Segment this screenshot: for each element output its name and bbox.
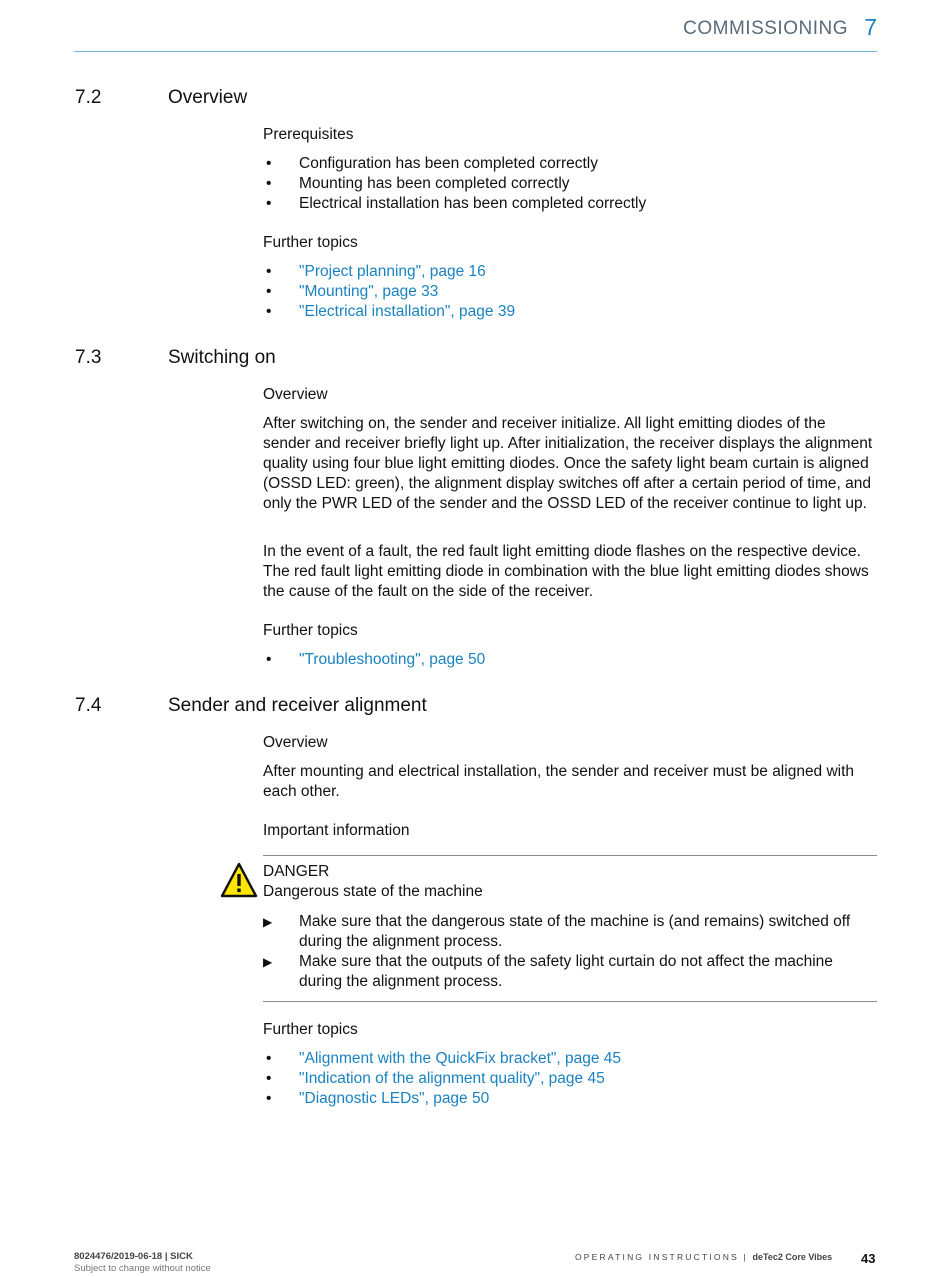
list-item: • Configuration has been completed correctly xyxy=(263,154,877,174)
overview-heading: Overview xyxy=(263,734,328,751)
footer-left xyxy=(74,1251,211,1275)
link-alignment-quickfix[interactable]: • "Alignment with the QuickFix bracket", page 45 xyxy=(263,1049,877,1069)
further-topics-heading: Further topics xyxy=(263,1021,358,1038)
switching-on-paragraph-2: In the event of a fault, the red fault light emitting diode flashes on the respective device. The red fault light emitting diode in combination with the blue light emitting diodes shows the cause of the fault on the side of the receiver. xyxy=(263,543,869,600)
change-notice: Subject to change without notice xyxy=(74,1263,211,1274)
list-item: • Mounting has been completed correctly xyxy=(263,174,877,194)
link-troubleshooting[interactable]: • "Troubleshooting", page 50 xyxy=(263,650,877,670)
list-item: • Electrical installation has been completed correctly xyxy=(263,194,877,214)
danger-bottom-rule xyxy=(263,1001,877,1002)
doc-type: OPERATING INSTRUCTIONS | xyxy=(575,1252,753,1262)
link-mounting[interactable]: • "Mounting", page 33 xyxy=(263,282,877,302)
link-electrical-installation[interactable]: • "Electrical installation", page 39 xyxy=(263,302,877,322)
list-item: ▶ Make sure that the outputs of the safety light curtain do not affect the machine during the alignment process. xyxy=(263,952,877,992)
important-information-heading: Important information xyxy=(263,822,410,839)
further-topics-list xyxy=(263,1049,877,1109)
list-item: ▶ Make sure that the dangerous state of the machine is (and remains) switched off during the alignment process. xyxy=(263,912,877,952)
switching-on-paragraph-1: After switching on, the sender and receiver initialize. All light emitting diodes of the sender and receiver briefly light up. After initialization, the receiver displays the alignment quality using four blue light emitting diodes. Once the safety light beam curtain is aligned (OSSD LED: green), the alignment display switches off after a certain period of time, and only the PWR LED of the sender and the OSSD LED of the receiver continue to light up. xyxy=(263,415,873,512)
warning-triangle-icon xyxy=(220,862,258,898)
alignment-paragraph: After mounting and electrical installation, the sender and receiver must be aligned with each other. xyxy=(263,763,855,800)
further-topics-heading: Further topics xyxy=(263,622,358,639)
danger-steps-list xyxy=(263,912,877,992)
further-topics-list xyxy=(263,262,877,322)
link-project-planning[interactable]: • "Project planning", page 16 xyxy=(263,262,877,282)
further-topics-list xyxy=(263,650,877,670)
overview-heading: Overview xyxy=(263,386,328,403)
further-topics-heading: Further topics xyxy=(263,234,358,251)
link-diagnostic-leds[interactable]: • "Diagnostic LEDs", page 50 xyxy=(263,1089,877,1109)
header-rule xyxy=(74,51,877,52)
section-7-3-title: Switching on xyxy=(168,347,276,368)
section-7-2-number: 7.2 xyxy=(75,87,102,108)
chapter-title: COMMISSIONING xyxy=(683,18,848,39)
danger-top-rule xyxy=(263,855,877,856)
danger-text: Dangerous state of the machine xyxy=(263,883,483,900)
prerequisites-heading: Prerequisites xyxy=(263,126,354,143)
section-7-2-title: Overview xyxy=(168,87,248,108)
danger-label: DANGER xyxy=(263,863,330,880)
doc-id: 8024476/2019-06-18 | SICK xyxy=(74,1251,193,1262)
prerequisites-list xyxy=(263,154,877,214)
section-7-3-number: 7.3 xyxy=(75,347,102,368)
section-7-4-number: 7.4 xyxy=(75,695,102,716)
section-7-4-title: Sender and receiver alignment xyxy=(168,695,427,716)
link-alignment-quality[interactable]: • "Indication of the alignment quality", page 45 xyxy=(263,1069,877,1089)
footer-doc-type xyxy=(575,1252,832,1262)
product-name: deTec2 Core Vibes xyxy=(752,1252,833,1262)
page-number: 43 xyxy=(861,1251,876,1266)
chapter-number: 7 xyxy=(864,14,877,40)
